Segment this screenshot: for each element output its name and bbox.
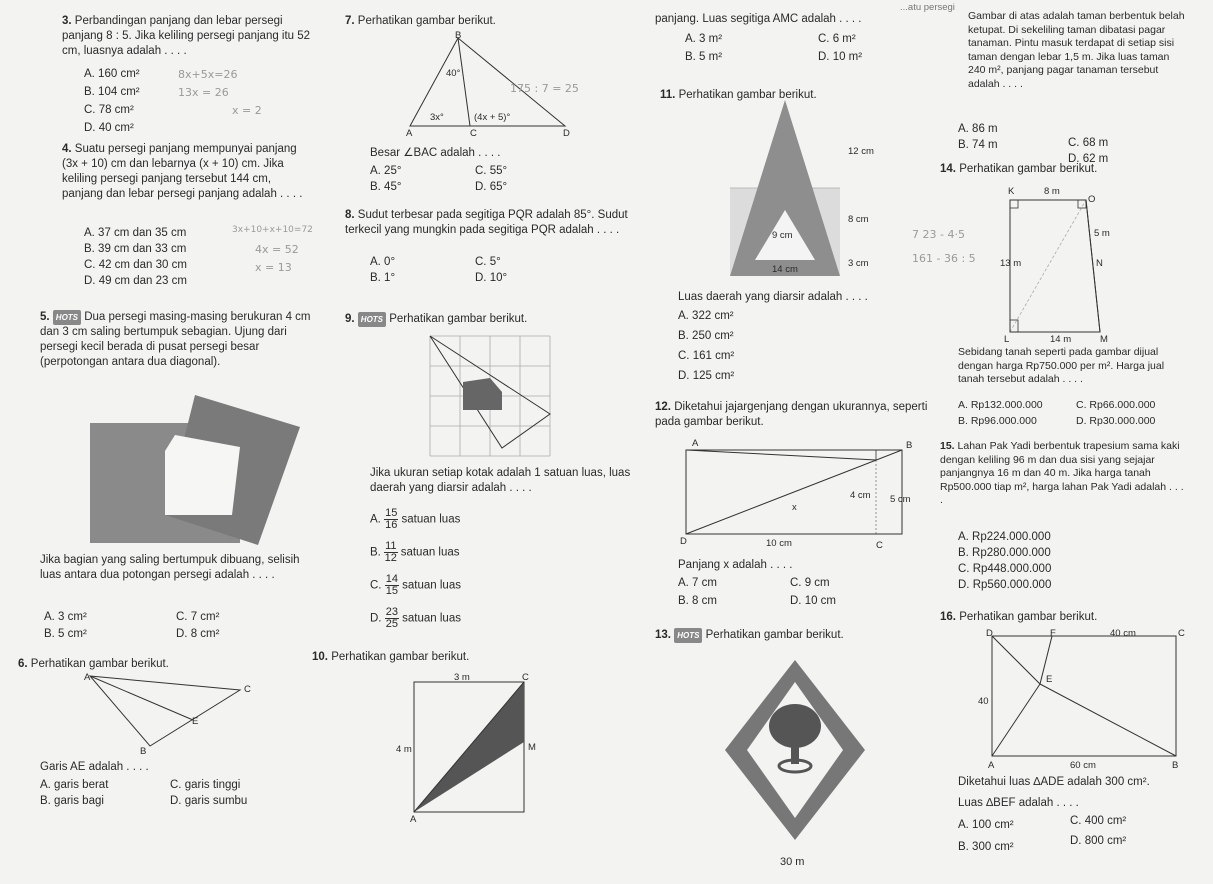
question-10 (312, 650, 469, 665)
question-7-prompt (370, 146, 500, 161)
angle-4x-label: (4x + 5)° (474, 112, 511, 123)
question-4 (62, 142, 312, 202)
option-a[interactable]: A. 3 cm² (44, 611, 87, 623)
option-c[interactable]: C. 161 cm² (678, 350, 735, 362)
option-b[interactable]: B. 250 cm² (678, 330, 734, 342)
question-text: Sudut terbesar pada segitiga PQR adalah 85°. Sudut terkecil yang mungkin pada segitiga PQR adalah . . . . (345, 209, 628, 236)
point-m-label: M (528, 742, 536, 753)
question-text: Perhatikan gambar berikut. (331, 651, 470, 663)
length-10cm-label: 10 cm (766, 538, 792, 549)
question-9 (345, 312, 527, 327)
option-a[interactable]: A. 86 m (958, 123, 998, 135)
length-5cm-label: 5 cm (890, 494, 911, 505)
option-a[interactable]: A. 322 cm² (678, 310, 734, 322)
rectangle-amc-figure (414, 682, 526, 814)
option-d[interactable]: D. garis sumbu (170, 795, 248, 807)
option-d[interactable]: D. 62 m (1068, 153, 1109, 165)
question-text: Perhatikan gambar berikut. (959, 611, 1098, 623)
length-30m-label: 30 m (780, 856, 805, 868)
length-4m-label: 4 m (396, 744, 412, 755)
option-b[interactable]: B. 300 cm² (958, 841, 1014, 853)
point-k-label: K (1008, 186, 1015, 197)
length-x-label: x (792, 502, 797, 513)
option-b[interactable]: B. 5 m² (685, 51, 723, 63)
option-b[interactable]: B. Rp280.000.000 (958, 547, 1051, 559)
question-13-continued (968, 10, 1186, 91)
question-8 (345, 208, 645, 238)
question-text: Luas daerah yang diarsir adalah . . . . (678, 291, 868, 303)
option-c[interactable]: C. 400 cm² (1070, 815, 1127, 827)
option-c[interactable]: C. Rp66.000.000 (1076, 399, 1156, 411)
trapezoid-land-figure (1010, 196, 1106, 336)
length-40-side-label: 40 (978, 696, 989, 707)
question-number: 5. (40, 311, 50, 323)
point-a-label: A (406, 128, 413, 139)
point-b-label: B (1172, 760, 1179, 771)
point-f-label: F (1050, 628, 1056, 639)
question-text: Perbandingan panjang dan lebar persegi panjang 8 : 5. Jika keliling persegi panjang itu 52 cm, luasnya adalah . . . . (62, 15, 311, 57)
option-b[interactable]: B. Rp96.000.000 (958, 415, 1037, 427)
option-a[interactable]: A. 37 cm dan 35 cm (84, 227, 187, 239)
length-9cm-label: 9 cm (772, 230, 793, 241)
point-m-label: M (1100, 334, 1108, 345)
option-b[interactable]: B. 104 cm² (84, 86, 140, 98)
question-text: Perhatikan gambar berikut. (705, 629, 844, 641)
option-d[interactable]: D. Rp30.000.000 (1076, 415, 1156, 427)
point-a-label: A (692, 438, 699, 449)
option-a[interactable]: A. 0° (370, 256, 396, 268)
question-text: Besar ∠BAC adalah . . . . (370, 147, 501, 159)
option-a[interactable]: A. 160 cm² (84, 68, 140, 80)
length-13m-label: 13 m (1000, 258, 1022, 269)
option-c[interactable]: C. 55° (475, 165, 508, 177)
handwritten-note: 3x+10+x+10=72 (232, 225, 313, 235)
question-16 (940, 610, 1097, 625)
length-40cm-top-label: 40 cm (1110, 628, 1136, 639)
option-d[interactable]: D. 125 cm² (678, 370, 735, 382)
option-d[interactable]: D. 10° (475, 272, 508, 284)
question-text: Suatu persegi panjang mempunyai panjang (3x + 10) cm dan lebarnya (x + 10) cm. Jika keliling persegi panjang tersebut 144 cm, panjang dan lebar persegi panjang adalah . . . . (62, 143, 303, 200)
question-number: 13. (655, 629, 671, 641)
hots-badge: HOTS (674, 628, 702, 643)
question-number: 8. (345, 209, 355, 221)
point-o-label: O (1088, 194, 1096, 205)
option-b[interactable]: B. 1° (370, 272, 396, 284)
question-12-prompt (678, 558, 792, 573)
question-number: 11. (660, 89, 676, 101)
question-6-prompt (40, 760, 149, 775)
handwritten-note: 161 - 36 : 5 (912, 252, 976, 265)
shaded-region (463, 378, 502, 410)
option-a[interactable]: A. 25° (370, 165, 402, 177)
length-8m-label: 8 m (1044, 186, 1060, 197)
option-b[interactable]: B. 5 cm² (44, 628, 87, 640)
length-12cm-label: 12 cm (848, 146, 874, 157)
option-c[interactable]: C. $\frac{14}{15}$ satuan luas (370, 573, 461, 597)
point-d-label: D (680, 536, 687, 547)
option-b[interactable]: B. garis bagi (40, 795, 104, 807)
question-text: Panjang x adalah . . . . (678, 559, 793, 571)
handwritten-note: 13x = 26 (178, 86, 229, 99)
length-4cm-label: 4 cm (850, 490, 871, 501)
option-d[interactable]: D. 65° (475, 181, 508, 193)
option-c[interactable]: C. garis tinggi (170, 779, 241, 791)
option-d[interactable]: D. Rp560.000.000 (958, 579, 1052, 591)
angle-40-label: 40° (446, 68, 461, 79)
point-c-label: C (470, 128, 477, 139)
length-3cm-label: 3 cm (848, 258, 869, 269)
question-text: Gambar di atas adalah taman berbentuk belah ketupat. Di sekeliling taman dibatasi pagar tanaman. Pintu masuk terdapat di setiap sisi taman dengan lebar 1,5 m. Jika luas taman 240 m², panjang pagar tanaman tersebut adalah . . . . (968, 10, 1185, 90)
question-6 (18, 657, 298, 672)
question-3 (62, 14, 312, 59)
handwritten-note: 175 : 7 = 25 (510, 82, 579, 95)
hots-badge: HOTS (53, 310, 81, 325)
question-text: Perhatikan gambar berikut. (30, 658, 169, 670)
length-14cm-label: 14 cm (772, 264, 798, 275)
question-text: Sebidang tanah seperti pada gambar dijual dengan harga Rp750.000 per m². Harga jual tanah tersebut adalah . . . . (958, 346, 1165, 385)
handwritten-note: x = 13 (255, 261, 292, 274)
option-d[interactable]: D. 49 cm dan 23 cm (84, 275, 187, 287)
rectangle-abcd-figure (686, 450, 906, 536)
length-60cm-label: 60 cm (1070, 760, 1096, 771)
point-n-label: N (1096, 258, 1103, 269)
point-e-label: E (192, 716, 199, 727)
question-number: 4. (62, 143, 72, 155)
question-16-prompt-2 (958, 796, 1079, 811)
length-14m-label: 14 m (1050, 334, 1072, 345)
option-d[interactable]: D. 40 cm² (84, 122, 134, 134)
hots-badge: HOTS (358, 312, 386, 327)
point-l-label: L (1004, 334, 1010, 345)
option-d[interactable]: D. $\frac{23}{25}$ satuan luas (370, 606, 461, 630)
option-c[interactable]: C. 7 cm² (176, 611, 220, 623)
handwritten-note: 7 23 - 4·5 (912, 228, 965, 241)
question-number: 16. (940, 611, 956, 623)
length-3m-label: 3 m (454, 672, 470, 683)
question-text: Luas ∆BEF adalah . . . . (958, 797, 1079, 809)
shaded-triangle-figure (730, 100, 842, 280)
option-b[interactable]: B. $\frac{11}{12}$ satuan luas (370, 540, 460, 564)
question-text: Perhatikan gambar berikut. (357, 15, 496, 27)
point-a-label: A (410, 814, 417, 825)
handwritten-note: 8x+5x=26 (178, 68, 238, 81)
question-9-prompt (370, 466, 640, 496)
question-16-prompt (958, 775, 1150, 790)
question-text: Diketahui jajargenjang dengan ukurannya, seperti pada gambar berikut. (655, 401, 928, 428)
question-10-continued (655, 12, 862, 27)
question-14 (940, 162, 1097, 177)
question-13 (655, 628, 844, 643)
triangle-abc-figure (90, 676, 250, 756)
question-number: 10. (312, 651, 328, 663)
handwritten-note: 4x = 52 (255, 243, 299, 256)
point-c-label: C (876, 540, 883, 551)
point-c-label: C (522, 672, 529, 683)
question-number: 6. (18, 658, 28, 670)
option-c[interactable]: C. 78 cm² (84, 104, 134, 116)
point-c-label: C (1178, 628, 1185, 639)
option-d[interactable]: D. 10 m² (818, 51, 863, 63)
option-c[interactable]: C. 9 cm (790, 577, 830, 589)
question-7 (345, 14, 496, 29)
option-a[interactable]: A. $\frac{15}{16}$ satuan luas (370, 507, 461, 531)
question-text: Perhatikan gambar berikut. (389, 313, 528, 325)
option-a[interactable]: A. garis berat (40, 779, 109, 791)
question-text: Lahan Pak Yadi berbentuk trapesium sama kaki dengan keliling 96 m dan dua sisi yang sejajar panjangnya 16 m dan 40 m. Jika harga tanah Rp500.000 tiap m², harga lahan Pak Yadi adalah . . . . (940, 440, 1184, 506)
question-5-prompt (40, 553, 312, 583)
length-8cm-label: 8 cm (848, 214, 869, 225)
option-a[interactable]: A. 100 cm² (958, 819, 1014, 831)
question-text: Jika ukuran setiap kotak adalah 1 satuan luas, luas daerah yang diarsir adalah . . . . (370, 467, 631, 494)
handwritten-note: x = 2 (232, 104, 262, 117)
option-c[interactable]: C. Rp448.000.000 (958, 563, 1052, 575)
point-c-label: C (244, 684, 251, 695)
option-b[interactable]: B. 8 cm (678, 595, 717, 607)
option-b[interactable]: B. 39 cm dan 33 cm (84, 243, 187, 255)
point-b-label: B (455, 30, 462, 41)
option-c[interactable]: C. 68 m (1068, 137, 1109, 149)
question-text: Diketahui luas ∆ADE adalah 300 cm². (958, 776, 1150, 788)
overlap-removed (165, 435, 240, 515)
option-d[interactable]: D. 8 cm² (176, 628, 220, 640)
point-b-label: B (140, 746, 147, 757)
question-number: 9. (345, 313, 355, 325)
question-14-prompt (958, 346, 1183, 387)
question-11-prompt (678, 290, 868, 305)
point-a-label: A (988, 760, 995, 771)
option-d[interactable]: D. 10 cm (790, 595, 837, 607)
option-a[interactable]: A. 3 m² (685, 33, 723, 45)
length-5m-label: 5 m (1094, 228, 1110, 239)
page-header-fragment: ...atu persegi (900, 2, 955, 13)
question-number: 14. (940, 163, 956, 175)
option-c[interactable]: C. 5° (475, 256, 501, 268)
question-text: panjang. Luas segitiga AMC adalah . . . . (655, 13, 862, 25)
question-text: Perhatikan gambar berikut. (959, 163, 1098, 175)
question-12 (655, 400, 935, 430)
question-5 (40, 310, 312, 370)
question-text: Jika bagian yang saling bertumpuk dibuang, selisih luas antara dua potongan persegi adalah . . . . (40, 554, 300, 581)
point-b-label: B (906, 440, 913, 451)
option-b[interactable]: B. 74 m (958, 139, 998, 151)
option-d[interactable]: D. 800 cm² (1070, 835, 1127, 847)
question-15 (940, 440, 1188, 508)
question-text: Perhatikan gambar berikut. (678, 89, 817, 101)
question-text: Garis AE adalah . . . . (40, 761, 149, 773)
question-number: 3. (62, 15, 72, 27)
option-b[interactable]: B. 45° (370, 181, 402, 193)
option-c[interactable]: C. 42 cm dan 30 cm (84, 259, 187, 271)
question-number: 7. (345, 15, 355, 27)
point-a-label: A (84, 672, 91, 683)
point-e-label: E (1046, 674, 1053, 685)
point-d-label: D (563, 128, 570, 139)
question-number: 12. (655, 401, 671, 413)
option-c[interactable]: C. 6 m² (818, 33, 856, 45)
rhombus-garden-figure (725, 660, 865, 840)
point-d-label: D (986, 628, 993, 639)
question-number: 15. (940, 440, 955, 452)
overlapping-squares-figure (90, 395, 310, 550)
option-a[interactable]: A. 7 cm (678, 577, 717, 589)
rectangle-abcd-def-figure (992, 636, 1178, 760)
grid-figure (430, 336, 550, 456)
question-text: Dua persegi masing-masing berukuran 4 cm dan 3 cm saling bertumpuk sebagian. Ujung dari persegi kecil berada di pusat persegi besar (perpotongan antara dua diagonal). (40, 311, 311, 368)
angle-3x-label: 3x° (430, 112, 444, 123)
option-a[interactable]: A. Rp224.000.000 (958, 531, 1051, 543)
option-a[interactable]: A. Rp132.000.000 (958, 399, 1043, 411)
